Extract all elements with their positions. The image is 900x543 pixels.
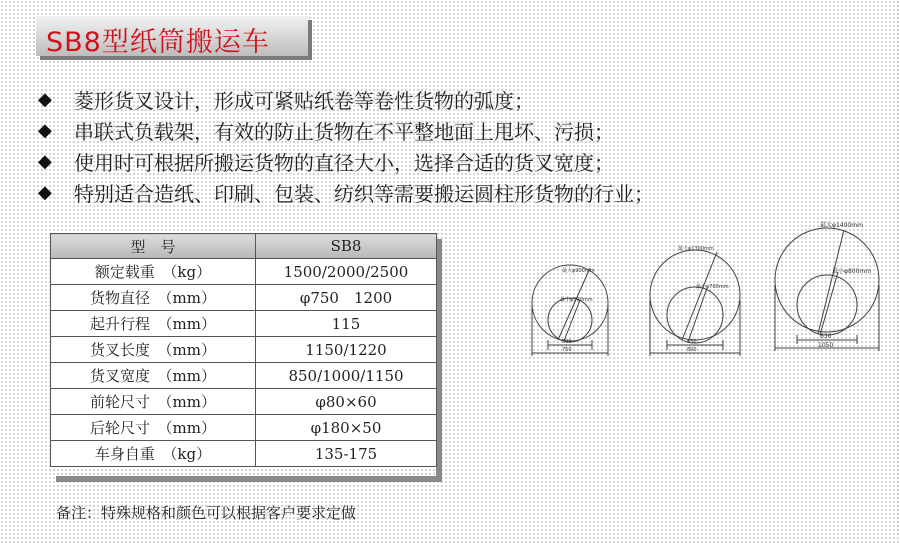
header-model-value: SB8	[256, 234, 437, 259]
max-roll-circle	[532, 265, 608, 341]
diamond-bullet-icon: ◆	[38, 182, 52, 203]
row-label: 后轮尺寸 （mm）	[51, 415, 256, 441]
table-row	[51, 415, 437, 441]
feature-item	[38, 84, 858, 115]
spec-table	[50, 233, 437, 467]
row-value: 135-175	[256, 441, 437, 467]
row-value: φ80×60	[256, 389, 437, 415]
max-diameter-label: 最大φ900mm	[562, 268, 595, 274]
inner-dim-label: 650	[687, 339, 697, 345]
max-diameter-line	[682, 252, 717, 340]
table-row	[51, 337, 437, 363]
table-row	[51, 363, 437, 389]
table-header-row	[51, 234, 437, 259]
row-value: φ750 1200	[256, 285, 437, 311]
diamond-bullet-icon: ◆	[38, 120, 52, 141]
row-value: φ180×50	[256, 415, 437, 441]
row-label: 起升行程 （mm）	[51, 311, 256, 337]
table-row	[51, 259, 437, 285]
min-diameter-label: 最小φ800mm	[832, 268, 872, 275]
min-roll-circle	[797, 275, 857, 335]
row-value: 1150/1220	[256, 337, 437, 363]
min-diameter-label: 最小φ500mm	[560, 297, 593, 303]
min-diameter-label: 最小φ700mm	[696, 284, 729, 290]
table-row	[51, 311, 437, 337]
feature-text: 特别适合造纸、印刷、包装、纺织等需要搬运圆柱形货物的行业；	[74, 182, 654, 206]
inner-dim-label: 630	[820, 333, 832, 340]
feature-list	[38, 84, 858, 208]
row-label: 货叉长度 （mm）	[51, 337, 256, 363]
feature-item	[38, 115, 858, 146]
title-banner	[36, 16, 308, 56]
page-title: SB8型纸筒搬运车	[46, 27, 270, 58]
row-label: 货叉宽度 （mm）	[51, 363, 256, 389]
outer-dim-label: 750	[562, 347, 572, 353]
table-row	[51, 389, 437, 415]
table-row	[51, 285, 437, 311]
row-value: 115	[256, 311, 437, 337]
row-value: 1500/2000/2500	[256, 259, 437, 285]
row-label: 货物直径 （mm）	[51, 285, 256, 311]
table-row	[51, 441, 437, 467]
diamond-bullet-icon: ◆	[38, 89, 52, 110]
max-diameter-label: 最大φ1300mm	[678, 246, 714, 252]
feature-text: 串联式负载架，有效的防止货物在不平整地面上甩坏、污损；	[74, 120, 614, 144]
diamond-bullet-icon: ◆	[38, 151, 52, 172]
max-roll-circle	[775, 228, 879, 332]
min-diameter-line	[688, 288, 707, 342]
inner-dim-label: 500	[562, 339, 572, 345]
max-roll-circle	[650, 250, 740, 340]
row-label: 前轮尺寸 （mm）	[51, 389, 256, 415]
header-model: 型 号	[51, 234, 256, 259]
feature-text: 使用时可根据所搬运货物的直径大小，选择合适的货叉宽度；	[74, 151, 614, 175]
feature-text: 菱形货叉设计，形成可紧贴纸卷等卷性货物的弧度；	[74, 89, 534, 113]
row-value: 850/1000/1150	[256, 363, 437, 389]
outer-dim-label: 1050	[818, 342, 834, 349]
feature-item	[38, 146, 858, 177]
min-roll-circle	[548, 298, 592, 342]
table-shadow-bottom	[56, 476, 442, 482]
footnote: 备注：特殊规格和颜色可以根据客户要求定做	[56, 504, 357, 522]
outer-dim-label: 890	[687, 347, 697, 353]
min-roll-circle	[667, 287, 723, 343]
roll-diameter-diagrams	[500, 200, 890, 360]
row-label: 车身自重 （kg）	[51, 441, 256, 467]
row-label: 额定载重 （kg）	[51, 259, 256, 285]
max-diameter-line	[818, 230, 844, 334]
min-diameter-line	[820, 272, 838, 335]
max-diameter-label: 最大φ1400mm	[820, 222, 863, 229]
